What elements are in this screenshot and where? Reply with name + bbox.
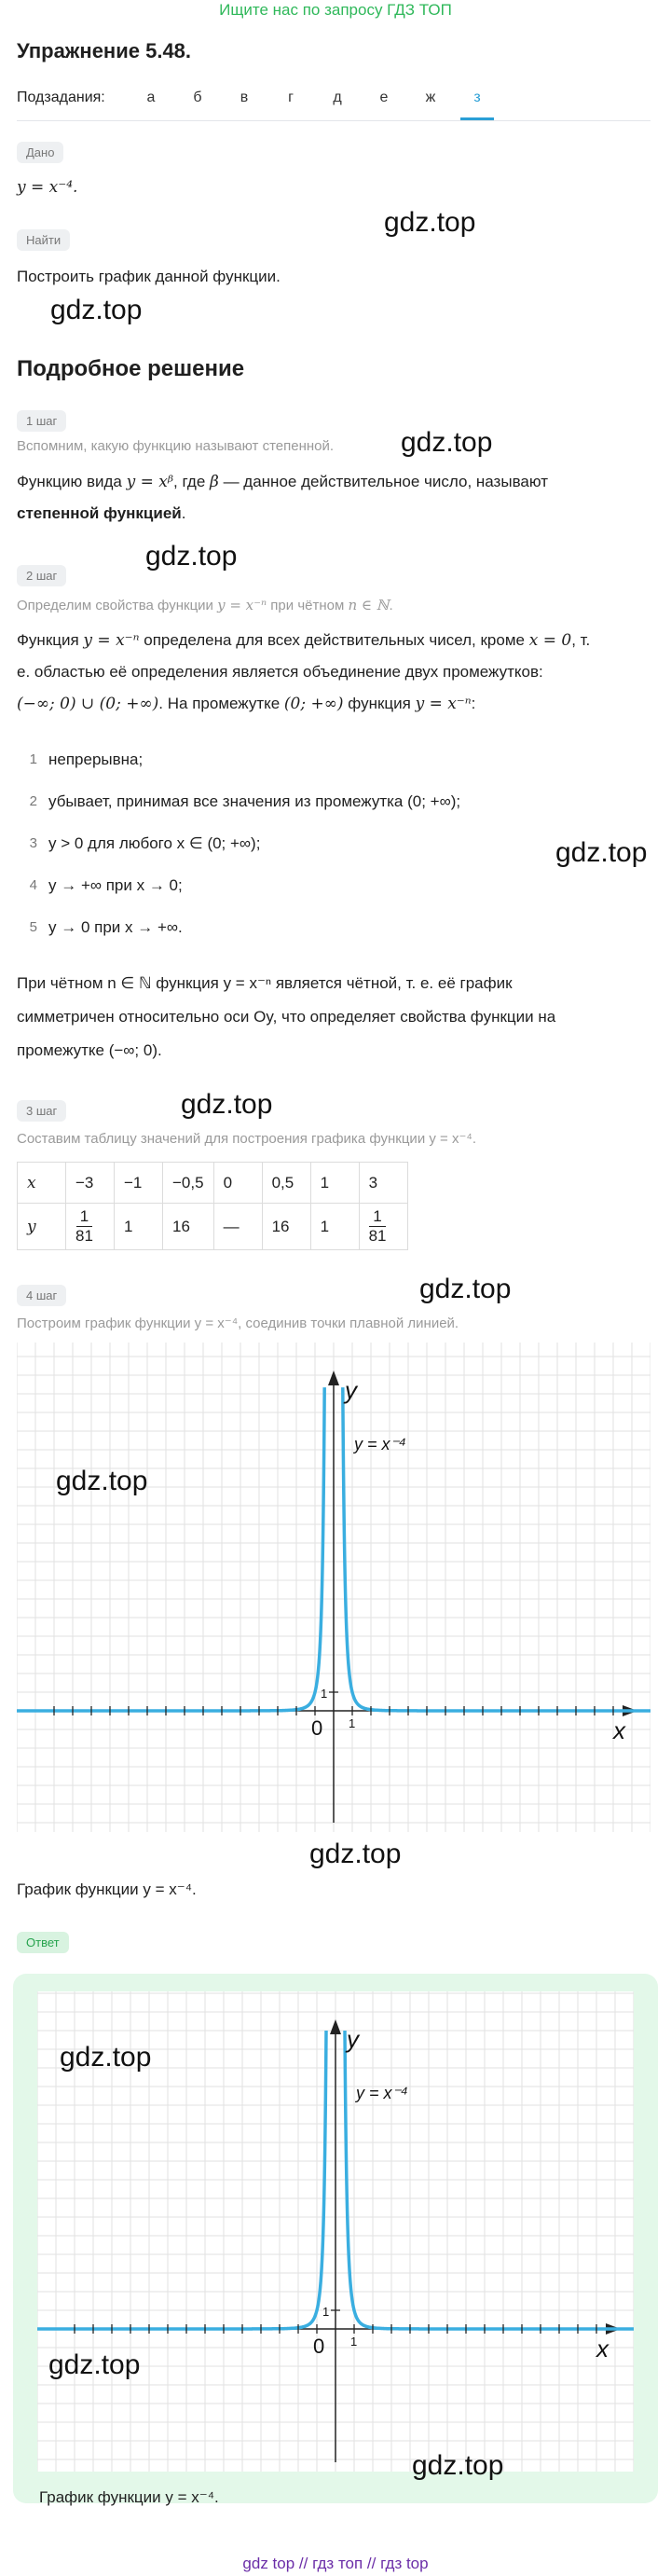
step1-badge: 1 шаг [17, 410, 66, 432]
list-item: 1 непрерывна; [29, 750, 144, 768]
table-cell: 16 [163, 1204, 214, 1250]
properties-list [17, 738, 460, 948]
step2-lead: Определим свойства функции y = x⁻ⁿ при чётном n ∈ ℕ. [17, 597, 393, 613]
list-item: 3 y > 0 для любого x ∈ (0; +∞); [29, 833, 261, 852]
values-table [17, 1162, 408, 1250]
table-cell: y [18, 1204, 66, 1250]
table-row [18, 1163, 408, 1204]
table-cell: 0 [213, 1163, 262, 1204]
tab-e[interactable]: е [379, 90, 389, 105]
step4-badge: 4 шаг [17, 1285, 66, 1306]
watermark: gdz.top [48, 2349, 141, 2380]
y-axis-label: y [345, 1376, 357, 1404]
step3-lead: Составим таблицу значений для построения графика функции y = x⁻⁴. [17, 1131, 476, 1147]
tick-label-one: 1 [350, 2335, 358, 2349]
list-item: 5 y → 0 при x → +∞. [29, 917, 183, 936]
y-axis-label: y [347, 2025, 359, 2053]
function-graph [17, 1343, 650, 1832]
table-cell: $\frac{1}{81}$ [66, 1204, 115, 1250]
step2-p1: Функция y = x⁻ⁿ определена для всех действительных чисел, кроме x = 0, т. [17, 631, 591, 650]
table-row [18, 1204, 408, 1250]
tab-d[interactable]: д [333, 90, 342, 105]
watermark: gdz.top [384, 207, 476, 238]
answer-caption: График функции y = x⁻⁴. [39, 2488, 219, 2506]
list-item: 4 y → +∞ при x → 0; [29, 875, 183, 894]
solution-title: Подробное решение [17, 356, 245, 381]
function-label: y = x⁻⁴ [356, 2084, 408, 2102]
table-cell: 16 [262, 1204, 310, 1250]
find-text: Построить график данной функции. [17, 268, 281, 285]
subtasks-bar [17, 86, 650, 121]
table-cell: 1 [115, 1204, 163, 1250]
watermark: gdz.top [181, 1089, 273, 1120]
watermark: gdz.top [412, 2450, 504, 2481]
table-cell: 0,5 [262, 1163, 310, 1204]
step1-line2: степенной функцией. [17, 504, 186, 522]
watermark: gdz.top [145, 541, 238, 572]
subtasks-label: Подзадания: [17, 90, 105, 105]
tab-z[interactable]: з [460, 90, 494, 120]
table-cell: x [18, 1163, 66, 1204]
watermark: gdz.top [50, 295, 143, 325]
find-badge: Найти [17, 229, 70, 251]
origin-label: 0 [313, 2335, 325, 2358]
table-cell: −0,5 [163, 1163, 214, 1204]
watermark: gdz.top [419, 1274, 512, 1304]
tick-label-one: 1 [321, 1687, 328, 1701]
tick-label-one: 1 [349, 1716, 356, 1730]
answer-badge: Ответ [17, 1932, 69, 1953]
origin-label: 0 [311, 1716, 323, 1740]
watermark: gdz.top [60, 2042, 152, 2073]
table-cell: — [213, 1204, 262, 1250]
top-banner[interactable]: Ищите нас по запросу ГДЗ ТОП [219, 1, 452, 19]
tab-g[interactable]: г [288, 90, 294, 105]
table-cell: −1 [115, 1163, 163, 1204]
list-item: 2 убывает, принимая все значения из промежутка (0; +∞); [29, 792, 461, 810]
table-cell: 1 [310, 1204, 359, 1250]
step2-q1: При чётном n ∈ ℕ функция y = x⁻ⁿ является чётной, т. е. её график [17, 974, 513, 992]
tick-label-one: 1 [322, 2305, 330, 2319]
x-axis-label: x [596, 2335, 609, 2362]
given-badge: Дано [17, 142, 63, 163]
tab-v[interactable]: в [240, 90, 249, 105]
footer-links[interactable]: gdz top // гдз топ // гдз top [242, 2555, 429, 2572]
watermark: gdz.top [309, 1839, 402, 1869]
function-label: y = x⁻⁴ [354, 1435, 406, 1453]
step2-q2: симметричен относительно оси Oy, что определяет свойства функции на [17, 1008, 556, 1026]
step2-p3: (−∞; 0) ∪ (0; +∞). На промежутке (0; +∞) функция y = x⁻ⁿ: [17, 695, 476, 713]
step1-line1: Функцию вида y = xᵝ, где β — данное действительное число, называют [17, 473, 549, 491]
step4-lead: Построим график функции y = x⁻⁴, соединив точки плавной линией. [17, 1316, 459, 1331]
table-cell: $\frac{1}{81}$ [359, 1204, 407, 1250]
tab-zh[interactable]: ж [425, 90, 436, 105]
step2-q3: промежутке (−∞; 0). [17, 1041, 162, 1059]
x-axis-label: x [613, 1716, 625, 1744]
table-cell: −3 [66, 1163, 115, 1204]
given-text: y = x⁻⁴. [17, 178, 78, 197]
tab-b[interactable]: б [193, 90, 202, 105]
step1-lead: Вспомним, какую функцию называют степенной. [17, 438, 335, 454]
step3-badge: 3 шаг [17, 1100, 66, 1122]
step2-badge: 2 шаг [17, 565, 66, 586]
tab-a[interactable]: а [146, 90, 156, 105]
watermark: gdz.top [56, 1466, 148, 1496]
table-cell: 3 [359, 1163, 407, 1204]
page-title: Упражнение 5.48. [17, 39, 192, 62]
watermark: gdz.top [555, 837, 648, 868]
watermark: gdz.top [401, 427, 493, 458]
step2-p2: е. областью её определения является объединение двух промежутков: [17, 663, 543, 681]
step4-caption: График функции y = x⁻⁴. [17, 1880, 197, 1898]
table-cell: 1 [310, 1163, 359, 1204]
